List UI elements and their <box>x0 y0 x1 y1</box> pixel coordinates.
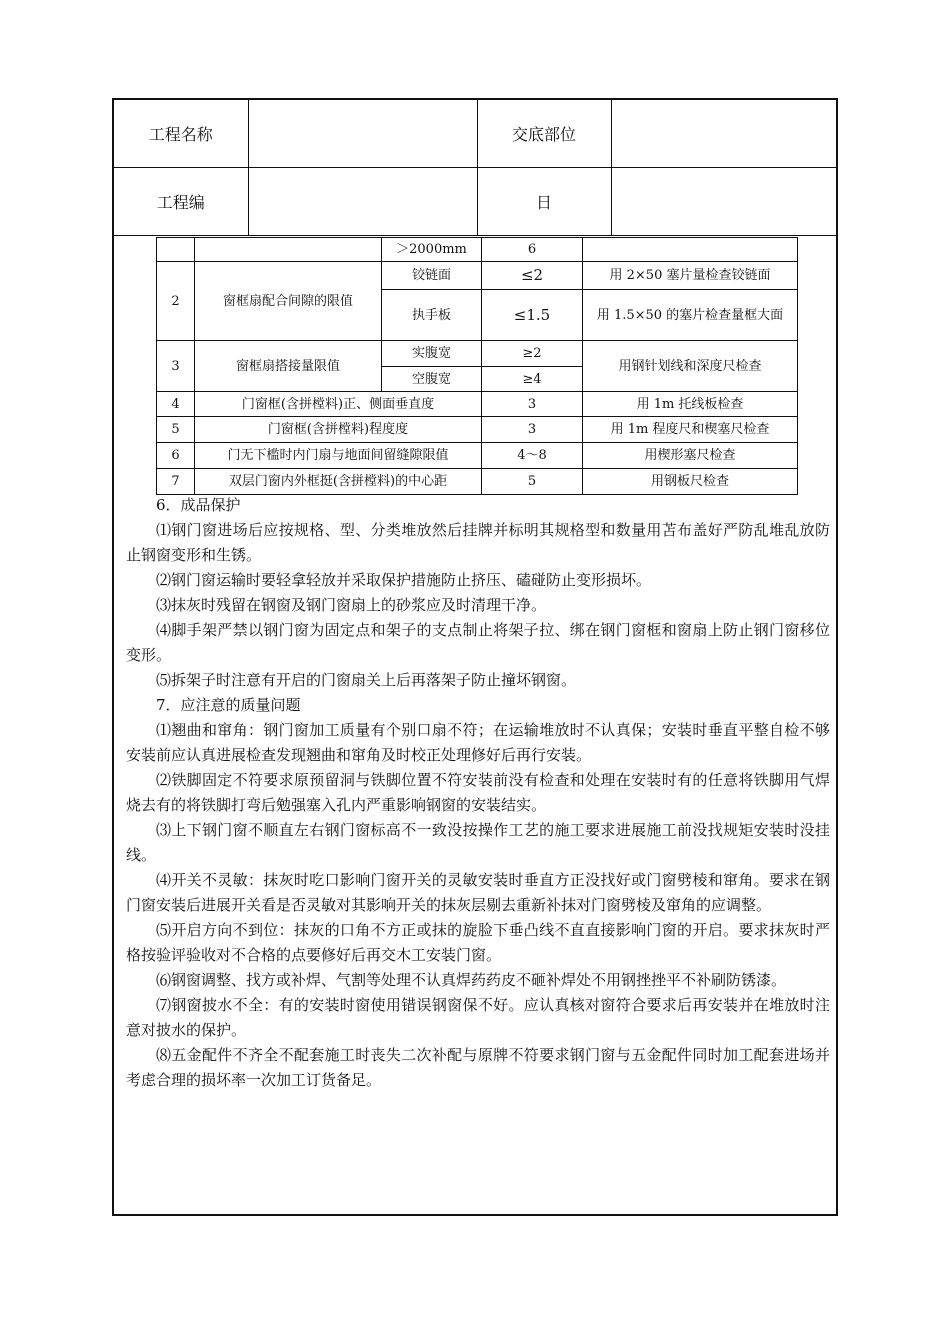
row-no: 7 <box>157 469 195 495</box>
row-method <box>583 238 798 262</box>
row-method: 用 1.5×50 的塞片检查量框大面 <box>583 290 798 341</box>
row-item: 门窗框(含拼樘料)程度度 <box>195 417 482 443</box>
table-row <box>157 417 798 443</box>
header-table <box>114 100 836 236</box>
project-no-label: 工程编 <box>114 168 248 236</box>
row-method: 用钢针划线和深度尺检查 <box>583 341 798 392</box>
row-limit: ≤2 <box>482 262 583 290</box>
row-sub: 空腹宽 <box>382 367 482 392</box>
row-item <box>195 238 382 262</box>
row-limit: 5 <box>482 469 583 495</box>
row-sub: ＞2000mm <box>382 238 482 262</box>
body-text <box>126 493 830 1093</box>
paragraph: ⑶抹灰时残留在钢窗及钢门窗扇上的砂浆应及时清理干净。 <box>156 596 547 614</box>
row-no: 3 <box>157 341 195 392</box>
row-limit: ≤1.5 <box>482 290 583 341</box>
header-row-2 <box>114 168 836 236</box>
paragraph: ⑷开关不灵敏：抹灰时吃口影响门窗开关的灵敏安装时垂直方正没找好或门窗劈棱和窜角。要求在钢门窗安装后进展开关看是否灵敏对其影响开关的抹灰层剔去重新补抹对门窗劈棱及窜角的应调整。 <box>126 871 830 914</box>
row-limit: ≥2 <box>482 341 583 367</box>
row-method: 用 1m 托线板检查 <box>583 392 798 417</box>
tolerance-table <box>156 237 798 495</box>
paragraph: ⑸拆架子时注意有开启的门窗扇关上后再落架子防止撞坏钢窗。 <box>156 671 577 689</box>
paragraph: ⑹钢窗调整、找方或补焊、气割等处理不认真焊药药皮不砸补焊处不用钢挫挫平不补刷防锈漆。 <box>156 971 787 989</box>
row-limit: 3 <box>482 417 583 443</box>
table-row <box>157 443 798 469</box>
row-item: 门窗框(含拼樘料)正、侧面垂直度 <box>195 392 482 417</box>
row-item: 门无下槛时内门扇与地面间留缝隙限值 <box>195 443 482 469</box>
table-row <box>157 262 798 290</box>
header-row-1 <box>114 100 836 168</box>
row-method: 用钢板尺检查 <box>583 469 798 495</box>
date-value <box>611 168 836 236</box>
row-no: 4 <box>157 392 195 417</box>
row-item: 双层门窗内外框挺(含拼樘料)的中心距 <box>195 469 482 495</box>
row-no: 2 <box>157 262 195 341</box>
row-sub: 铰链面 <box>382 262 482 290</box>
date-label: 日 <box>477 168 611 236</box>
row-method: 用 2×50 塞片量检查铰链面 <box>583 262 798 290</box>
table-row <box>157 469 798 495</box>
section-6-title: 6．成品保护 <box>156 496 241 514</box>
row-limit: ≥4 <box>482 367 583 392</box>
row-no: 6 <box>157 443 195 469</box>
paragraph: ⑵铁脚固定不符要求原预留洞与铁脚位置不符安装前没有检查和处理在安装时有的任意将铁脚用气焊烧去有的将铁脚打弯后勉强塞入孔内严重影响钢窗的安装结实。 <box>126 771 830 814</box>
row-limit: 3 <box>482 392 583 417</box>
table-row <box>157 341 798 367</box>
paragraph: ⑻五金配件不齐全不配套施工时丧失二次补配与原牌不符要求钢门窗与五金配件同时加工配套进场并考虑合理的损坏率一次加工订货备足。 <box>126 1046 830 1089</box>
paragraph: ⑵钢门窗运输时要轻拿轻放并采取保护措施防止挤压、磕碰防止变形损坏。 <box>156 571 652 589</box>
row-sub: 实腹宽 <box>382 341 482 367</box>
row-method: 用 1m 程度尺和楔塞尺检查 <box>583 417 798 443</box>
project-no-value <box>248 168 477 236</box>
paragraph: ⑸开启方向不到位：抹灰的口角不方正或抹的旋脸下垂凸线不直直接影响门窗的开启。要求抹灰时严格按验评验收对不合格的点要修好后再交木工安装门窗。 <box>126 921 830 964</box>
section-7-title: 7．应注意的质量问题 <box>156 696 301 714</box>
row-item: 窗框扇配合间隙的限值 <box>195 262 382 341</box>
paragraph: ⑴钢门窗进场后应按规格、型、分类堆放然后挂牌并标明其规格型和数量用苫布盖好严防乱堆乱放防止钢窗变形和生锈。 <box>126 521 830 564</box>
table-row <box>157 238 798 262</box>
row-sub: 执手板 <box>382 290 482 341</box>
location-value <box>611 100 836 168</box>
row-no <box>157 238 195 262</box>
project-name-label: 工程名称 <box>114 100 248 168</box>
location-label: 交底部位 <box>477 100 611 168</box>
document-frame <box>112 98 838 1216</box>
row-item: 窗框扇搭接量限值 <box>195 341 382 392</box>
paragraph: ⑷脚手架严禁以钢门窗为固定点和架子的支点制止将架子拉、绑在钢门窗框和窗扇上防止钢门窗移位变形。 <box>126 621 830 664</box>
row-limit: 6 <box>482 238 583 262</box>
row-method: 用楔形塞尺检查 <box>583 443 798 469</box>
row-no: 5 <box>157 417 195 443</box>
paragraph: ⑴翘曲和窜角：钢门窗加工质量有个别口扇不符；在运输堆放时不认真保；安装时垂直平整自检不够安装前应认真进展检查发现翘曲和窜角及时校正处理修好后再行安装。 <box>126 721 830 764</box>
paragraph: ⑶上下钢门窗不顺直左右钢门窗标高不一致没按操作工艺的施工要求进展施工前没找规矩安装时没挂线。 <box>126 821 830 864</box>
paragraph: ⑺钢窗披水不全：有的安装时窗使用错误钢窗保不好。应认真核对窗符合要求后再安装并在堆放时注意对披水的保护。 <box>126 996 830 1039</box>
row-limit: 4～8 <box>482 443 583 469</box>
project-name-value <box>248 100 477 168</box>
table-row <box>157 392 798 417</box>
